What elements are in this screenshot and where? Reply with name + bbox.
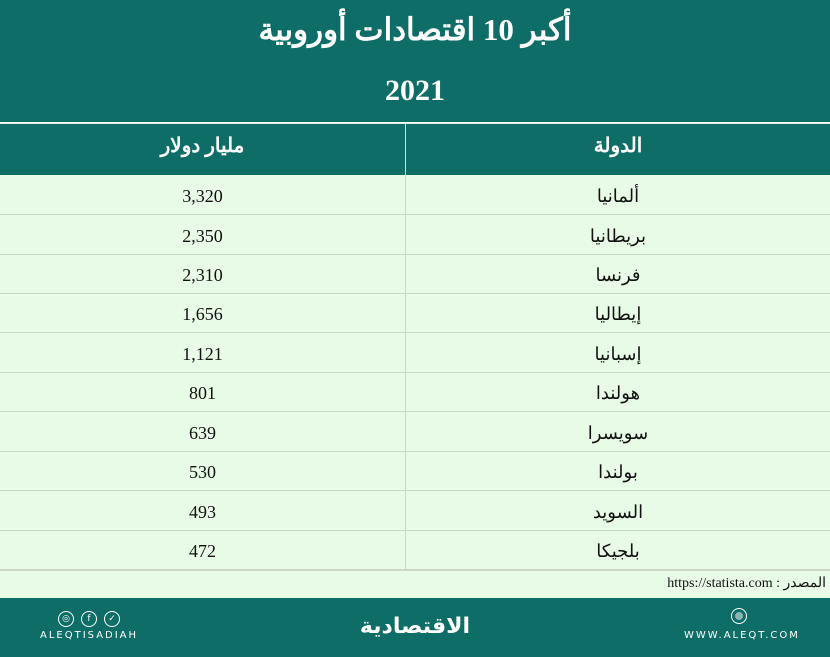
year-label: 2021	[385, 74, 445, 107]
website-url[interactable]: WWW.ALEQT.COM	[684, 630, 800, 641]
table-row	[0, 530, 830, 570]
table-row	[0, 451, 830, 491]
value-cell: 639	[189, 423, 216, 443]
country-cell: فرنسا	[595, 265, 641, 285]
table-row	[0, 293, 830, 333]
value-cell: 1,121	[182, 344, 223, 364]
source-strip	[0, 570, 830, 599]
value-cell: 2,350	[182, 226, 223, 246]
table-row	[0, 372, 830, 412]
table-row	[0, 412, 830, 452]
country-cell: سويسرا	[587, 423, 649, 443]
country-cell: ألمانيا	[596, 186, 640, 206]
table-header	[0, 123, 830, 175]
page-title: أكبر 10 اقتصادات أوروبية	[258, 12, 572, 47]
country-cell: بولندا	[598, 462, 638, 482]
facebook-icon[interactable]: f	[81, 611, 97, 627]
title-block	[0, 0, 830, 122]
value-cell: 530	[189, 462, 216, 482]
value-cell: 2,310	[182, 265, 223, 285]
country-cell: بريطانيا	[589, 226, 647, 246]
header-value: مليار دولار	[160, 135, 245, 157]
footer	[0, 598, 830, 657]
country-cell: السويد	[592, 502, 644, 522]
twitter-icon[interactable]: ✓	[104, 611, 120, 627]
header-country: الدولة	[593, 135, 643, 157]
country-cell: هولندا	[595, 383, 641, 403]
value-cell: 493	[189, 502, 216, 522]
table-row	[0, 491, 830, 531]
table-row	[0, 215, 830, 255]
data-table	[0, 175, 830, 570]
value-cell: 472	[189, 541, 216, 561]
table-row	[0, 254, 830, 294]
country-cell: بلجيكا	[596, 541, 640, 561]
value-cell: 1,656	[182, 304, 223, 324]
table-row	[0, 175, 830, 215]
social-handle: ALEQTISADIAH	[40, 630, 139, 641]
value-cell: 3,320	[182, 186, 223, 206]
instagram-icon[interactable]: ◎	[58, 611, 74, 627]
table-row	[0, 333, 830, 373]
country-cell: إسبانيا	[594, 344, 642, 364]
brand-logo: الاقتصادية	[359, 614, 471, 639]
source-note: المصدر : https://statista.com	[667, 576, 826, 591]
country-cell: إيطاليا	[594, 304, 642, 324]
value-cell: 801	[189, 383, 216, 403]
website-icon	[731, 608, 747, 624]
